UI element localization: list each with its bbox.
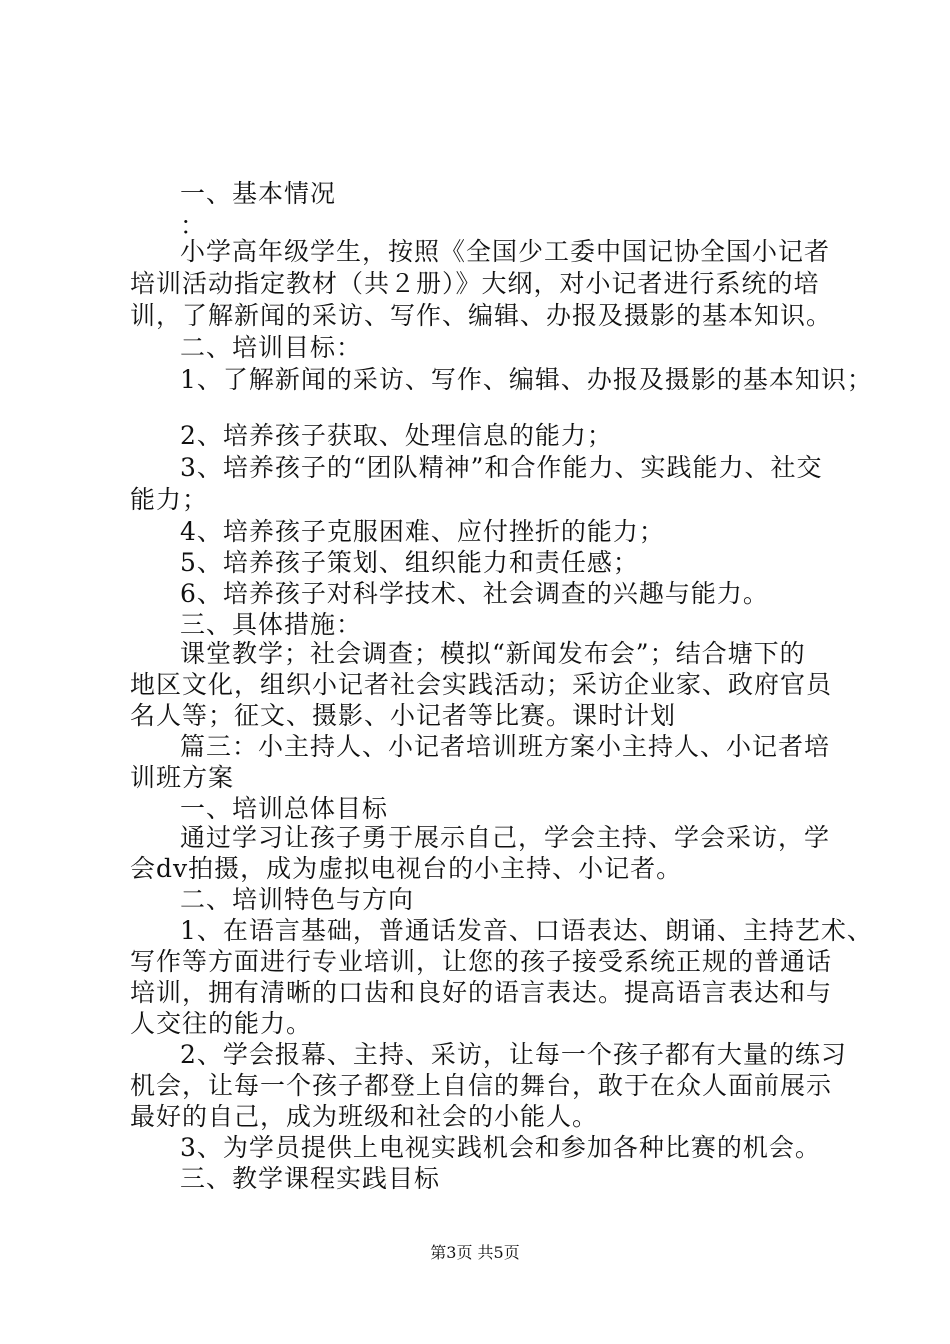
list-item: 3、培养孩子的“团队精神”和合作能力、实践能力、社交: [180, 453, 823, 482]
paragraph-line: 小学高年级学生，按照《全国少工委中国记协全国小记者: [180, 237, 831, 266]
chapter-heading: 篇三：小主持人、小记者培训班方案小主持人、小记者培: [180, 732, 831, 761]
list-item: 3、为学员提供上电视实践机会和参加各种比赛的机会。: [180, 1133, 821, 1162]
paragraph-line: 通过学习让孩子勇于展示自己，学会主持、学会采访，学: [180, 823, 831, 852]
list-item-continuation: 培训，拥有清晰的口齿和良好的语言表达。提高语言表达和与: [130, 978, 833, 1007]
page-footer: 第3页 共5页: [430, 1243, 520, 1262]
list-item: 2、学会报幕、主持、采访，让每一个孩子都有大量的练习: [180, 1040, 847, 1069]
section-heading: 一、培训总体目标: [180, 794, 389, 823]
paragraph-line: ：: [180, 211, 207, 240]
list-item: 2、培养孩子获取、处理信息的能力；: [180, 421, 613, 450]
list-item-continuation: 能力；: [130, 485, 209, 514]
list-item-continuation: 机会，让每一个孩子都登上自信的舞台，敢于在众人面前展示: [130, 1071, 833, 1100]
section-heading: 一、基本情况: [180, 179, 337, 208]
section-heading: 二、培训目标：: [180, 333, 363, 362]
list-item: 6、培养孩子对科学技术、社会调查的兴趣与能力。: [180, 579, 769, 608]
paragraph-line: 训，了解新闻的采访、写作、编辑、办报及摄影的基本知识。: [130, 301, 833, 330]
list-item: 1、在语言基础，普通话发音、口语表达、朗诵、主持艺术、: [180, 916, 873, 945]
section-heading: 三、具体措施：: [180, 610, 363, 639]
section-heading: 二、培训特色与方向: [180, 885, 415, 914]
paragraph-line: 课堂教学；社会调查；模拟“新闻发布会”；结合塘下的: [180, 639, 806, 668]
list-item: 5、培养孩子策划、组织能力和责任感；: [180, 548, 639, 577]
paragraph-line: 会dv拍摄，成为虚拟电视台的小主持、小记者。: [130, 854, 683, 883]
paragraph-line: 地区文化，组织小记者社会实践活动；采访企业家、政府官员: [130, 670, 833, 699]
chapter-heading-continuation: 训班方案: [130, 763, 235, 792]
list-item-continuation: 写作等方面进行专业培训，让您的孩子接受系统正规的普通话: [130, 947, 833, 976]
list-item: 4、培养孩子克服困难、应付挫折的能力；: [180, 517, 665, 546]
list-item-continuation: 人交往的能力。: [130, 1009, 313, 1038]
list-item: 1、了解新闻的采访、写作、编辑、办报及摄影的基本知识；: [180, 365, 873, 394]
list-item-continuation: 最好的自己，成为班级和社会的小能人。: [130, 1102, 599, 1131]
paragraph-line: 名人等；征文、摄影、小记者等比赛。课时计划: [130, 701, 677, 730]
paragraph-line: 培训活动指定教材（共２册）》大纲，对小记者进行系统的培: [130, 269, 820, 298]
section-heading: 三、教学课程实践目标: [180, 1164, 441, 1193]
